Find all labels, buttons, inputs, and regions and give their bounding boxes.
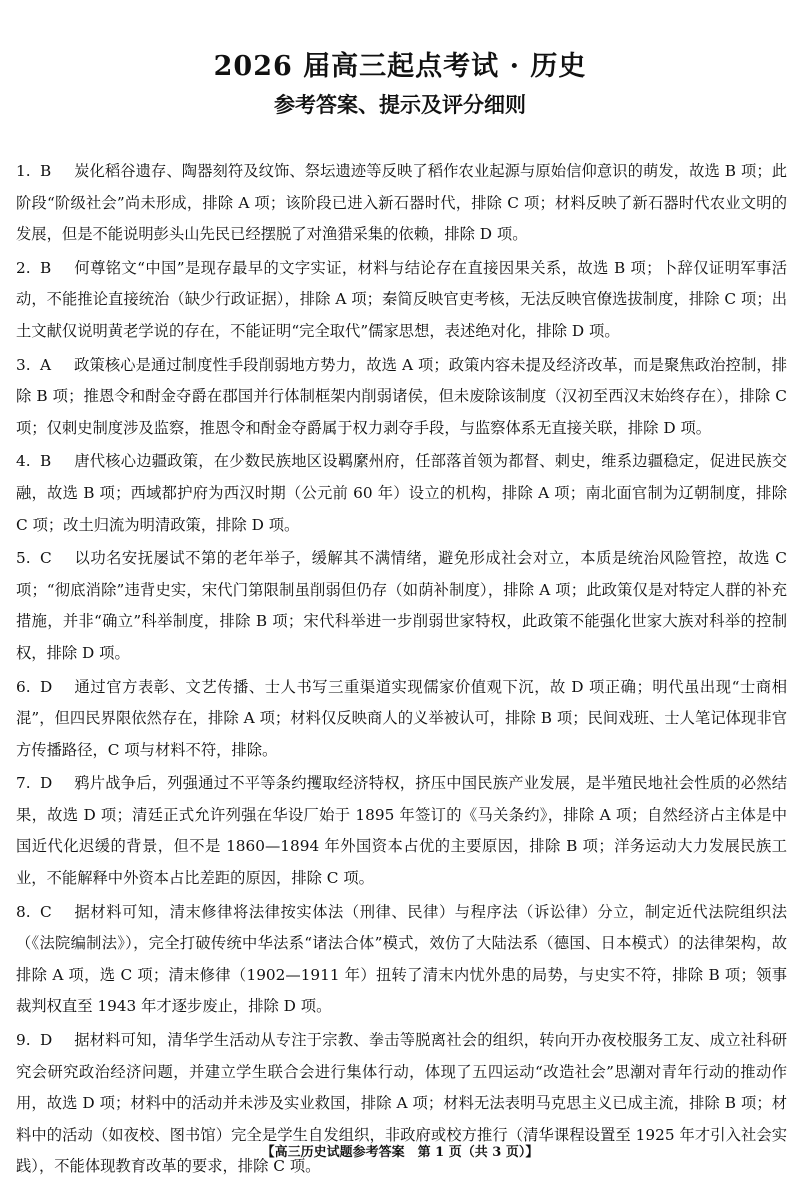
item-answer: B bbox=[40, 258, 52, 277]
answer-item bbox=[16, 768, 787, 894]
answer-item bbox=[16, 156, 787, 251]
item-explanation: 何尊铭文“中国”是现存最早的文字实证，材料与结论存在直接因果关系，故选 B 项；卜辞仅证明军事活动，不能推论直接统治（缺少行政证据），排除 A 项；秦简反映官吏考核，无法反映官僚选拔制度，排除 C 项；出土文献仅说明黄老学说的存在，不能证明“完全取代”儒家思想，表述绝对化，排除 D 项。 bbox=[16, 258, 787, 340]
page-subtitle: 参考答案、提示及评分细则 bbox=[274, 92, 526, 117]
item-number: 7. bbox=[16, 774, 31, 793]
item-number: 4. bbox=[16, 452, 31, 471]
page-title: 2026 届高三起点考试 · 历史 bbox=[213, 51, 587, 82]
answer-item bbox=[16, 543, 787, 669]
item-explanation: 据材料可知，清末修律将法律按实体法（刑律、民律）与程序法（诉讼律）分立，制定近代法院组织法（《法院编制法》），完全打破传统中华法系“诸法合体”模式，效仿了大陆法系（德国、日本模式）的法律架构，故排除 A 项，选 C 项；清末修律（1902—1911 年）扭转了清末内忧外患的局势，与史实不符，排除 B 项；领事裁判权直至 1943 年才逐步废止，排除 D 项。 bbox=[16, 902, 787, 1016]
item-explanation: 唐代核心边疆政策，在少数民族地区设羁縻州府，任部落首领为都督、刺史，维系边疆稳定，促进民族交融，故选 B 项；西域都护府为西汉时期（公元前 60 年）设立的机构，排除 A 项；南北面官制为辽朝制度，排除 C 项；改土归流为明清政策，排除 D 项。 bbox=[16, 452, 787, 534]
item-explanation: 政策核心是通过制度性手段削弱地方势力，故选 A 项；政策内容未提及经济改革，而是聚焦政治控制，排除 B 项；推恩令和酎金夺爵在郡国并行体制框架内削弱诸侯，但未废除该制度（汉初至西汉末始终存在），排除 C 项；仅刺史制度涉及监察，推恩令和酎金夺爵属于权力剥夺手段，与监察体系无直接关联，排除 D 项。 bbox=[16, 355, 787, 437]
item-explanation: 以功名安抚屡试不第的老年举子，缓解其不满情绪，避免形成社会对立，本质是统治风险管控，故选 C 项；“彻底消除”违背史实，宋代门第限制虽削弱但仍存（如荫补制度），排除 A 项；此政策仅是对特定人群的补充措施，并非“确立”科举制度，排除 B 项；宋代科举进一步削弱世家特权，此政策不能强化世家大族对科举的控制权，排除 D 项。 bbox=[16, 549, 787, 662]
item-number: 8. bbox=[16, 902, 31, 921]
answer-list bbox=[16, 156, 787, 1185]
item-answer: D bbox=[40, 774, 53, 793]
answer-item bbox=[16, 672, 787, 767]
item-answer: B bbox=[40, 162, 52, 180]
item-explanation: 鸦片战争后，列强通过不平等条约攫取经济特权，挤压中国民族产业发展，是半殖民地社会性质的必然结果，故选 D 项；清廷正式允许列强在华设厂始于 1895 年签订的《马关条约》，排除 A 项；自然经济占主体是中国近代化迟缓的背景，但不是 1860—1894 年外国资本占优的主要原因，排除 B 项；洋务运动大力发展民族工业，不能解释中外资本占比差距的原因，排除 C 项。 bbox=[16, 774, 787, 888]
item-number: 1. bbox=[16, 162, 31, 180]
item-answer: B bbox=[40, 452, 52, 471]
answer-item bbox=[16, 897, 787, 1023]
item-number: 5. bbox=[16, 549, 31, 568]
item-answer: D bbox=[40, 1031, 53, 1050]
item-answer: C bbox=[40, 902, 52, 921]
item-explanation: 据材料可知，清华学生活动从专注于宗教、拳击等脱离社会的组织，转向开办夜校服务工友、成立社科研究会研究政治经济问题，并建立学生联合会进行集体行动，体现了五四运动“改造社会”思潮对青年行动的推动作用，故选 D 项；材料中的活动并未涉及实业救国，排除 A 项；材料无法表明马克思主义已成主流，排除 B 项；材料中的活动（如夜校、图书馆）完全是学生自发组织，非政府或校方推行（清华课程设置至 1925 年才引入社会实践），不能体现教育改革的要求，排除 C 项。 bbox=[16, 1031, 787, 1176]
item-number: 2. bbox=[16, 258, 31, 277]
page-footer: 【高三历史试题参考答案 第 1 页（共 3 页）】 bbox=[261, 1145, 539, 1160]
item-number: 3. bbox=[16, 355, 31, 374]
answer-item bbox=[16, 350, 787, 445]
item-number: 6. bbox=[16, 677, 31, 696]
item-explanation: 炭化稻谷遗存、陶器刻符及纹饰、祭坛遗迹等反映了稻作农业起源与原始信仰意识的萌发，故选 B 项；此阶段“阶级社会”尚未形成，排除 A 项；该阶段已进入新石器时代，排除 C 项；材料反映了新石器时代农业文明的发展，但是不能说明彭头山先民已经摆脱了对渔猎采集的依赖，排除 D 项。 bbox=[16, 162, 787, 244]
item-number: 9. bbox=[16, 1031, 31, 1050]
item-explanation: 通过官方表彰、文艺传播、士人书写三重渠道实现儒家价值观下沉，故 D 项正确；明代虽出现“士商相混”，但四民界限依然存在，排除 A 项；材料仅反映商人的义举被认可，排除 B 项；民间戏班、士人笔记体现非官方传播路径，C 项与材料不符，排除。 bbox=[16, 677, 787, 759]
item-answer: A bbox=[40, 355, 52, 374]
answer-item bbox=[16, 446, 787, 541]
item-answer: D bbox=[40, 677, 53, 696]
item-answer: C bbox=[40, 549, 52, 568]
answer-item bbox=[16, 253, 787, 348]
